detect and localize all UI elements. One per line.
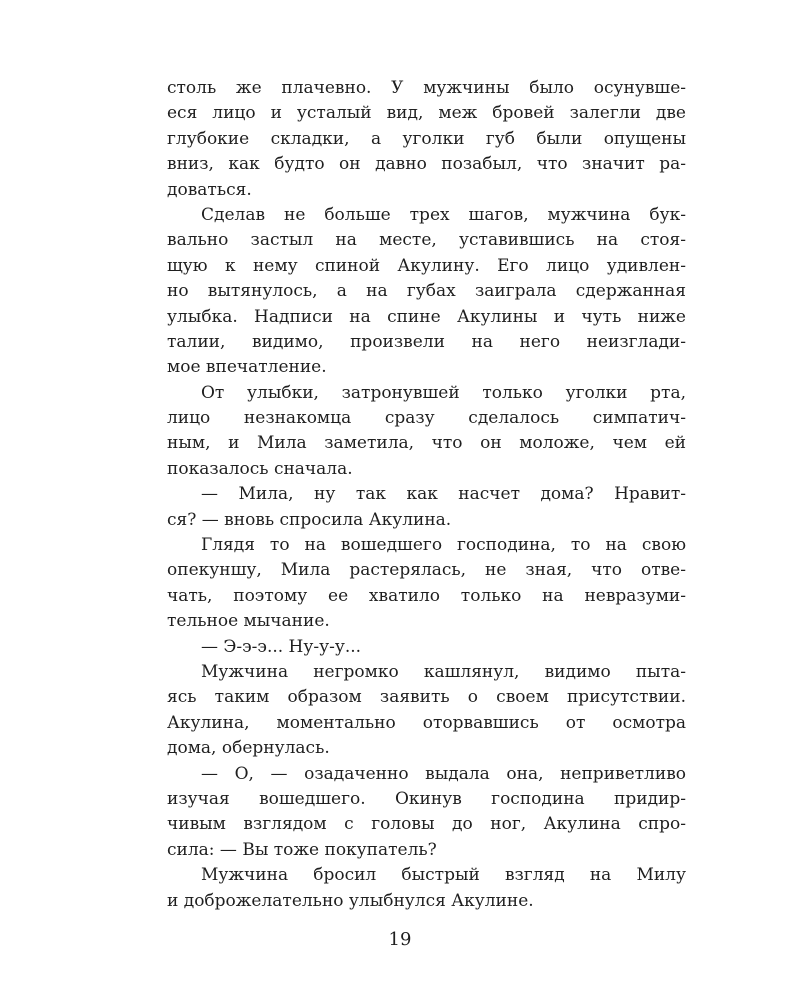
text-line: Мужчина бросил быстрый взгляд на Милу bbox=[201, 865, 686, 886]
text-line: чивым взглядом с головы до ног, Акулина спро- bbox=[167, 814, 686, 835]
page-number: 19 bbox=[388, 929, 412, 950]
text-line: Мужчина негромко кашлянул, видимо пыта- bbox=[201, 661, 686, 682]
text-line: столь же плачевно. У мужчины было осунувше- bbox=[167, 78, 686, 98]
text-line: изучая вошедшего. Окинув господина придир- bbox=[167, 788, 686, 809]
body-text bbox=[167, 76, 686, 914]
text-line: тельное мычание. bbox=[167, 611, 330, 632]
text-line: — Мила, ну так как насчет дома? Нравит- bbox=[201, 484, 686, 505]
text-line: Сделав не больше трех шагов, мужчина бук- bbox=[201, 204, 686, 225]
text-line: От улыбки, затронувшей только уголки рта, bbox=[201, 382, 686, 403]
text-line: щую к нему спиной Акулину. Его лицо удивлен- bbox=[167, 255, 686, 276]
text-line: сила: — Вы тоже покупатель? bbox=[167, 839, 437, 860]
text-line: — О, — озадаченно выдала она, неприветливо bbox=[201, 763, 686, 784]
text-line: чать, поэтому ее хватило только на невразуми- bbox=[167, 585, 686, 606]
text-line: опекуншу, Мила растерялась, не зная, что отве- bbox=[167, 560, 686, 581]
text-line: показалось сначала. bbox=[167, 458, 353, 479]
text-line: доваться. bbox=[167, 179, 252, 200]
text-line: глубокие складки, а уголки губ были опущены bbox=[167, 128, 686, 149]
text-line: ся? — вновь спросила Акулина. bbox=[167, 509, 452, 530]
text-line: ным, и Мила заметила, что он моложе, чем ей bbox=[167, 433, 686, 454]
text-line: еся лицо и усталый вид, меж бровей залегли две bbox=[167, 103, 686, 124]
text-line: вниз, как будто он давно позабыл, что значит ра- bbox=[167, 154, 686, 175]
text-line: мое впечатление. bbox=[167, 357, 327, 378]
text-line: Акулина, моментально оторвавшись от осмотра bbox=[167, 712, 686, 733]
text-line: Глядя то на вошедшего господина, то на свою bbox=[201, 535, 686, 556]
text-line: ясь таким образом заявить о своем присутствии. bbox=[167, 687, 686, 708]
text-line: но вытянулось, а на губах заиграла сдержанная bbox=[167, 281, 686, 302]
text-line: — Э-э-э... Ну-у-у... bbox=[201, 636, 362, 657]
text-line: улыбка. Надписи на спине Акулины и чуть ниже bbox=[167, 306, 686, 327]
text-line: дома, обернулась. bbox=[167, 738, 330, 759]
text-line: вально застыл на месте, уставившись на стоя- bbox=[167, 230, 686, 251]
text-line: лицо незнакомца сразу сделалось симпатич- bbox=[167, 408, 686, 429]
text-line: талии, видимо, произвели на него неизглади- bbox=[167, 331, 686, 352]
text-line: и доброжелательно улыбнулся Акулине. bbox=[167, 890, 534, 911]
